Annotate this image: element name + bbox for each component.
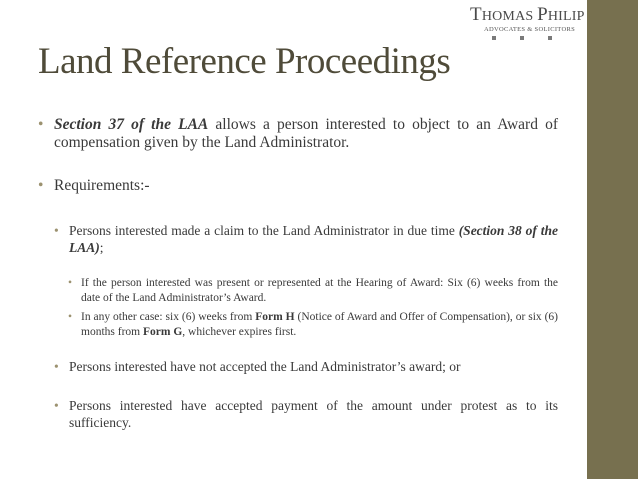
- bullet-claim-in-due-time: • Persons interested made a claim to the Land Administrator in due time (Section 38 of the LAA);: [54, 223, 558, 255]
- not-accepted-text: Persons interested have not accepted the Land Administrator’s award; or: [69, 359, 461, 374]
- bullet-marker: •: [68, 277, 73, 289]
- section-37-text: allows a person interested to object to an Award of compensation given by the Land Administrator.: [54, 116, 558, 151]
- form-g-ref: Form G: [142, 326, 183, 338]
- bullet-accepted-under-protest: [54, 397, 558, 431]
- right-sidebar-bar: [587, 0, 638, 479]
- under-protest-text: Persons interested have accepted payment of the amount under protest as to its sufficiency.: [69, 398, 558, 430]
- bullet-marker: •: [54, 359, 59, 374]
- bullet-marker: •: [54, 223, 59, 238]
- bullet-marker: •: [54, 398, 59, 413]
- claim-text: Persons interested made a claim to the Land Administrator in due time: [69, 223, 459, 238]
- slide-title: Land Reference Proceedings: [38, 41, 451, 82]
- bullet-marker: •: [38, 177, 44, 194]
- bullet-hearing-of-award: [68, 276, 558, 306]
- section-38-ref: (Section 38 of the LAA): [69, 223, 558, 255]
- logo-firm-name: THOMAS PHILIP: [470, 4, 585, 25]
- bullet-marker: •: [68, 311, 73, 323]
- firm-logo: [470, 4, 585, 44]
- bullet-requirements: [38, 177, 558, 195]
- requirements-label: Requirements:-: [54, 177, 150, 194]
- bullet-not-accepted: [54, 358, 558, 375]
- bullet-marker: •: [38, 116, 44, 133]
- bullet-section-37: [38, 116, 558, 152]
- section-37-ref: Section 37 of the LAA: [54, 116, 209, 133]
- logo-tagline: ADVOCATES & SOLICITORS: [484, 26, 575, 33]
- form-h-ref: Form H: [255, 311, 295, 323]
- bullet-any-other-case: • In any other case: six (6) weeks from Form H (Notice of Award and Offer of Compensation), or six (6) months from Form G, whichever expires first.: [68, 311, 559, 338]
- hearing-text: If the person interested was present or represented at the Hearing of Award: Six (6) weeks from the date of the Land Administrator’s Award.: [81, 277, 558, 304]
